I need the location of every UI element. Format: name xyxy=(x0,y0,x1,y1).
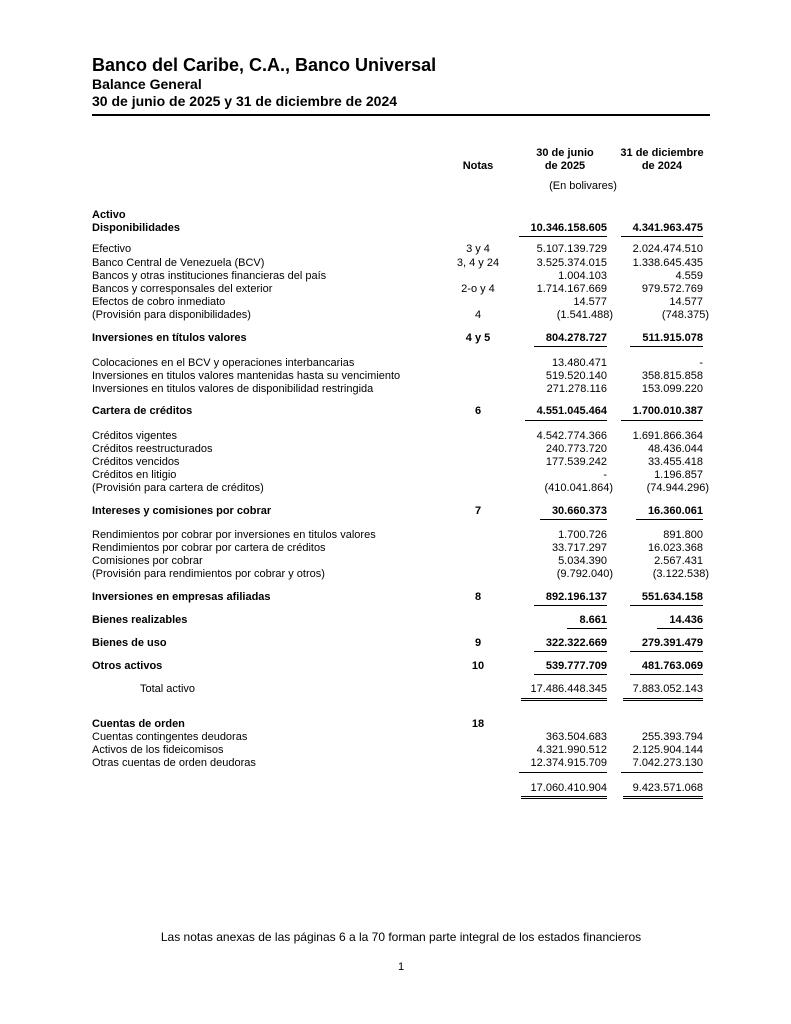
column-header-2024-line1: 31 de diciembre xyxy=(620,147,704,159)
table-row xyxy=(92,744,710,757)
row-value-2024-text: 16.360.061 xyxy=(636,505,703,520)
row-value-2025 xyxy=(516,370,614,383)
balance-table-body xyxy=(92,209,710,799)
table-row xyxy=(92,383,710,396)
row-notes: 6 xyxy=(474,405,482,418)
table-row xyxy=(92,505,710,520)
table-row xyxy=(92,270,710,283)
row-value-2024 xyxy=(614,482,710,495)
row-value-2024-text: 33.455.418 xyxy=(647,456,703,469)
row-value-2024 xyxy=(614,555,710,568)
row-value-2024-text: 358.815.858 xyxy=(641,370,703,383)
row-notes: 4 xyxy=(474,309,482,322)
table-row xyxy=(92,222,710,237)
table-row xyxy=(92,568,710,581)
row-value-2024 xyxy=(614,370,710,383)
row-value-2024 xyxy=(614,757,710,772)
row-value-2024-text: 4.341.963.475 xyxy=(621,222,703,237)
row-value-2025-text: 13.480.471 xyxy=(551,356,607,369)
table-row xyxy=(92,357,710,370)
row-value-2025 xyxy=(516,309,614,322)
row-label: Bancos y otras instituciones financieras del país xyxy=(92,269,327,282)
row-value-2025-text: 271.278.116 xyxy=(546,383,607,396)
row-value-2024 xyxy=(614,469,710,482)
row-value-2025 xyxy=(516,568,614,581)
row-value-2025-text: (9.792.040) xyxy=(556,568,613,581)
table-row xyxy=(92,283,710,296)
row-value-2025 xyxy=(516,430,614,443)
row-value-2024-text: 2.024.474.510 xyxy=(632,243,703,256)
row-value-2025-text: 804.278.727 xyxy=(534,332,607,347)
row-value-2025-text: 240.773.720 xyxy=(545,442,607,455)
row-value-2024-text: 1.196.857 xyxy=(654,469,703,482)
row-value-2025 xyxy=(516,296,614,309)
row-value-2024-text: 153.099.220 xyxy=(641,383,703,396)
table-row xyxy=(92,542,710,555)
currency-note-row xyxy=(92,180,710,192)
row-value-2024 xyxy=(614,731,710,744)
row-value-2025 xyxy=(516,731,614,744)
row-label: Bienes de uso xyxy=(92,637,167,650)
row-value-2025-text: 17.486.448.345 xyxy=(521,683,607,700)
row-value-2025-text: 363.504.683 xyxy=(545,730,607,743)
row-notes: 18 xyxy=(471,717,485,730)
row-value-2025 xyxy=(516,529,614,542)
footer-note: Las notas anexas de las páginas 6 a la 70 forman parte integral de los estados financieros xyxy=(160,930,642,944)
row-value-2024-text: 255.393.794 xyxy=(641,730,703,743)
table-row xyxy=(92,243,710,256)
table-row xyxy=(92,482,710,495)
row-value-2025 xyxy=(516,332,614,347)
row-label: Créditos en litigio xyxy=(92,469,177,482)
column-header-2024 xyxy=(614,147,710,173)
row-value-2025 xyxy=(516,243,614,256)
table-row xyxy=(92,731,710,744)
row-value-2024-text: - xyxy=(699,356,703,369)
row-label: Créditos reestructurados xyxy=(92,442,213,455)
row-value-2024-text: 16.023.368 xyxy=(647,542,703,555)
row-label: Inversiones en titulos valores mantenidas hasta su vencimiento xyxy=(92,370,401,383)
row-value-2024-text: 481.763.069 xyxy=(630,660,703,675)
row-value-2025-text: 14.577 xyxy=(573,296,607,309)
row-label: (Provisión para rendimientos por cobrar y otros) xyxy=(92,568,325,581)
row-value-2025-text: 17.060.410.904 xyxy=(521,782,607,799)
row-value-2024-text: 511.915.078 xyxy=(630,332,703,347)
row-value-2024-text: 14.436 xyxy=(657,614,703,629)
row-value-2024-text: 1.338.645.435 xyxy=(632,256,703,269)
row-notes: 3 y 4 xyxy=(466,243,490,256)
row-label: Otras cuentas de orden deudoras xyxy=(92,757,256,770)
table-row xyxy=(92,257,710,270)
row-value-2025 xyxy=(516,614,614,629)
row-value-2025 xyxy=(516,660,614,675)
row-value-2025 xyxy=(516,482,614,495)
row-value-2025 xyxy=(516,456,614,469)
row-value-2025 xyxy=(516,405,614,420)
row-value-2024-text: 9.423.571.068 xyxy=(623,782,703,799)
row-notes: 10 xyxy=(471,660,485,673)
row-value-2025-text: 8.661 xyxy=(567,614,607,629)
table-row xyxy=(92,405,710,420)
row-label: (Provisión para cartera de créditos) xyxy=(92,482,264,495)
table-row xyxy=(92,660,710,675)
table-row xyxy=(92,370,710,383)
row-label: Bancos y corresponsales del exterior xyxy=(92,283,273,296)
row-value-2024-text: 48.436.044 xyxy=(647,442,703,455)
row-label: Cartera de créditos xyxy=(92,405,193,418)
table-header-row xyxy=(92,147,710,173)
row-value-2024-text: 7.042.273.130 xyxy=(621,757,703,772)
row-value-2025 xyxy=(516,357,614,370)
row-label: Banco Central de Venezuela (BCV) xyxy=(92,256,265,269)
row-label: Otros activos xyxy=(92,660,163,673)
row-value-2024-text: 1.700.010.387 xyxy=(621,405,703,420)
row-value-2025 xyxy=(516,542,614,555)
page-number: 1 xyxy=(397,961,405,973)
row-value-2024 xyxy=(614,568,710,581)
row-value-2024 xyxy=(614,405,710,420)
row-label: Rendimientos por cobrar por inversiones en titulos valores xyxy=(92,528,376,541)
row-value-2024-text: 7.883.052.143 xyxy=(623,683,703,700)
row-value-2024 xyxy=(614,443,710,456)
row-value-2025-text: 4.542.774.366 xyxy=(536,429,607,442)
row-value-2025-text: 4.321.990.512 xyxy=(536,744,607,757)
row-value-2025 xyxy=(516,505,614,520)
row-value-2025-text: 5.107.139.729 xyxy=(536,243,607,256)
row-value-2025-text: (410.041.864) xyxy=(544,482,613,495)
table-row xyxy=(92,591,710,606)
row-notes: 3, 4 y 24 xyxy=(456,256,500,269)
row-value-2024-text: 14.577 xyxy=(669,296,703,309)
row-value-2025-text: 322.322.669 xyxy=(534,637,607,652)
row-value-2024 xyxy=(614,614,710,629)
row-label: Créditos vencidos xyxy=(92,456,180,469)
row-value-2025-text: 4.551.045.464 xyxy=(525,405,607,420)
row-value-2024 xyxy=(614,222,710,237)
row-value-2025-text: - xyxy=(603,469,607,482)
row-value-2024-text: 891.800 xyxy=(663,528,703,541)
row-value-2024-text: (74.944.296) xyxy=(646,482,709,495)
row-value-2025-text: 1.714.167.669 xyxy=(536,283,607,296)
row-value-2024-text: 279.391.479 xyxy=(630,637,703,652)
row-label: Colocaciones en el BCV y operaciones interbancarias xyxy=(92,356,355,369)
row-value-2025 xyxy=(516,469,614,482)
table-row xyxy=(92,782,710,799)
page-content xyxy=(92,55,710,799)
row-value-2025-text: (1.541.488) xyxy=(556,309,613,322)
row-value-2024 xyxy=(614,591,710,606)
row-value-2024-text: 2.567.431 xyxy=(654,555,703,568)
row-value-2025 xyxy=(516,222,614,237)
row-value-2025-text: 33.717.297 xyxy=(551,542,607,555)
row-value-2025-text: 3.525.374.015 xyxy=(536,256,607,269)
row-value-2024 xyxy=(614,683,710,700)
row-label: Inversiones en títulos valores xyxy=(92,331,247,344)
table-row xyxy=(92,637,710,652)
row-value-2024 xyxy=(614,744,710,757)
row-value-2025 xyxy=(516,555,614,568)
table-row xyxy=(92,614,710,629)
row-value-2025-text: 539.777.709 xyxy=(534,660,607,675)
row-value-2024 xyxy=(614,270,710,283)
row-value-2025-text: 12.374.915.709 xyxy=(519,757,607,772)
row-value-2024-text: (3.122.538) xyxy=(652,568,709,581)
table-row xyxy=(92,332,710,347)
row-value-2025 xyxy=(516,283,614,296)
row-value-2025 xyxy=(516,270,614,283)
table-row xyxy=(92,456,710,469)
row-value-2025 xyxy=(516,257,614,270)
row-value-2024 xyxy=(614,357,710,370)
row-value-2025 xyxy=(516,683,614,700)
row-label: Inversiones en titulos valores de disponibilidad restringida xyxy=(92,383,374,396)
row-value-2025 xyxy=(516,383,614,396)
row-label: Cuentas contingentes deudoras xyxy=(92,730,248,743)
row-value-2025-text: 1.700.726 xyxy=(558,528,607,541)
row-value-2024-text: 551.634.158 xyxy=(630,591,703,606)
row-notes: 8 xyxy=(474,590,482,603)
currency-note: (En bolivares) xyxy=(549,180,617,192)
table-row xyxy=(92,529,710,542)
table-row xyxy=(92,718,710,731)
row-value-2025-text: 5.034.390 xyxy=(558,555,607,568)
row-value-2025-text: 519.520.140 xyxy=(545,370,607,383)
row-value-2025 xyxy=(516,637,614,652)
row-label: Activos de los fideicomisos xyxy=(92,744,224,757)
row-label: Intereses y comisiones por cobrar xyxy=(92,504,272,517)
row-value-2024 xyxy=(614,505,710,520)
row-label: Inversiones en empresas afiliadas xyxy=(92,590,271,603)
row-value-2024 xyxy=(614,456,710,469)
row-value-2024 xyxy=(614,529,710,542)
row-value-2024 xyxy=(614,542,710,555)
row-label: Créditos vigentes xyxy=(92,429,177,442)
row-value-2024-text: 2.125.904.144 xyxy=(632,744,703,757)
row-value-2024 xyxy=(614,332,710,347)
column-header-notes: Notas xyxy=(462,160,494,172)
table-row xyxy=(92,443,710,456)
row-value-2024 xyxy=(614,782,710,799)
row-notes: 7 xyxy=(474,504,482,517)
row-value-2025 xyxy=(516,744,614,757)
row-label: Activo xyxy=(92,209,126,221)
table-row xyxy=(92,683,710,700)
row-value-2024-text: 4.559 xyxy=(675,269,703,282)
row-label: Efectos de cobro inmediato xyxy=(92,296,226,309)
table-row xyxy=(92,555,710,568)
table-row xyxy=(92,757,710,772)
row-value-2024-text: (748.375) xyxy=(661,309,709,322)
row-value-2025 xyxy=(516,443,614,456)
row-value-2025-text: 30.660.373 xyxy=(540,505,607,520)
row-label: Total activo xyxy=(140,683,196,696)
table-row xyxy=(92,209,710,222)
row-label: Disponibilidades xyxy=(92,222,181,235)
column-header-2024-line2: de 2024 xyxy=(641,160,683,172)
row-notes: 9 xyxy=(474,637,482,650)
row-value-2024 xyxy=(614,243,710,256)
row-value-2024 xyxy=(614,283,710,296)
column-header-2025-line1: 30 de junio xyxy=(536,147,594,159)
row-value-2024-text: 1.691.866.364 xyxy=(632,429,703,442)
column-header-2025 xyxy=(516,147,614,173)
row-value-2025-text: 10.346.158.605 xyxy=(519,222,607,237)
table-row xyxy=(92,296,710,309)
row-value-2024 xyxy=(614,637,710,652)
row-value-2025-text: 177.539.242 xyxy=(545,456,607,469)
row-label: Bienes realizables xyxy=(92,613,188,626)
row-value-2025 xyxy=(516,757,614,772)
row-notes: 2-o y 4 xyxy=(461,283,495,296)
row-value-2024-text: 979.572.769 xyxy=(641,283,703,296)
statement-period: 30 de junio de 2025 y 31 de diciembre de 2024 xyxy=(92,93,710,116)
row-value-2024 xyxy=(614,660,710,675)
row-value-2025 xyxy=(516,591,614,606)
row-label: Rendimientos por cobrar por cartera de créditos xyxy=(92,542,326,555)
table-row xyxy=(92,309,710,322)
row-value-2024 xyxy=(614,430,710,443)
row-label: Comisiones por cobrar xyxy=(92,555,203,568)
row-value-2024 xyxy=(614,296,710,309)
table-row xyxy=(92,430,710,443)
row-value-2024 xyxy=(614,309,710,322)
document-title: Balance General xyxy=(92,76,202,92)
row-value-2025 xyxy=(516,782,614,799)
row-value-2025-text: 892.196.137 xyxy=(534,591,607,606)
row-label: Cuentas de orden xyxy=(92,717,185,730)
row-value-2025-text: 1.004.103 xyxy=(558,269,607,282)
row-value-2024 xyxy=(614,383,710,396)
bank-name: Banco del Caribe, C.A., Banco Universal xyxy=(92,55,437,75)
row-notes: 4 y 5 xyxy=(465,331,491,344)
row-value-2024 xyxy=(614,257,710,270)
row-label: (Provisión para disponibilidades) xyxy=(92,309,251,322)
column-header-2025-line2: de 2025 xyxy=(544,160,586,172)
table-row xyxy=(92,469,710,482)
row-label: Efectivo xyxy=(92,243,132,256)
